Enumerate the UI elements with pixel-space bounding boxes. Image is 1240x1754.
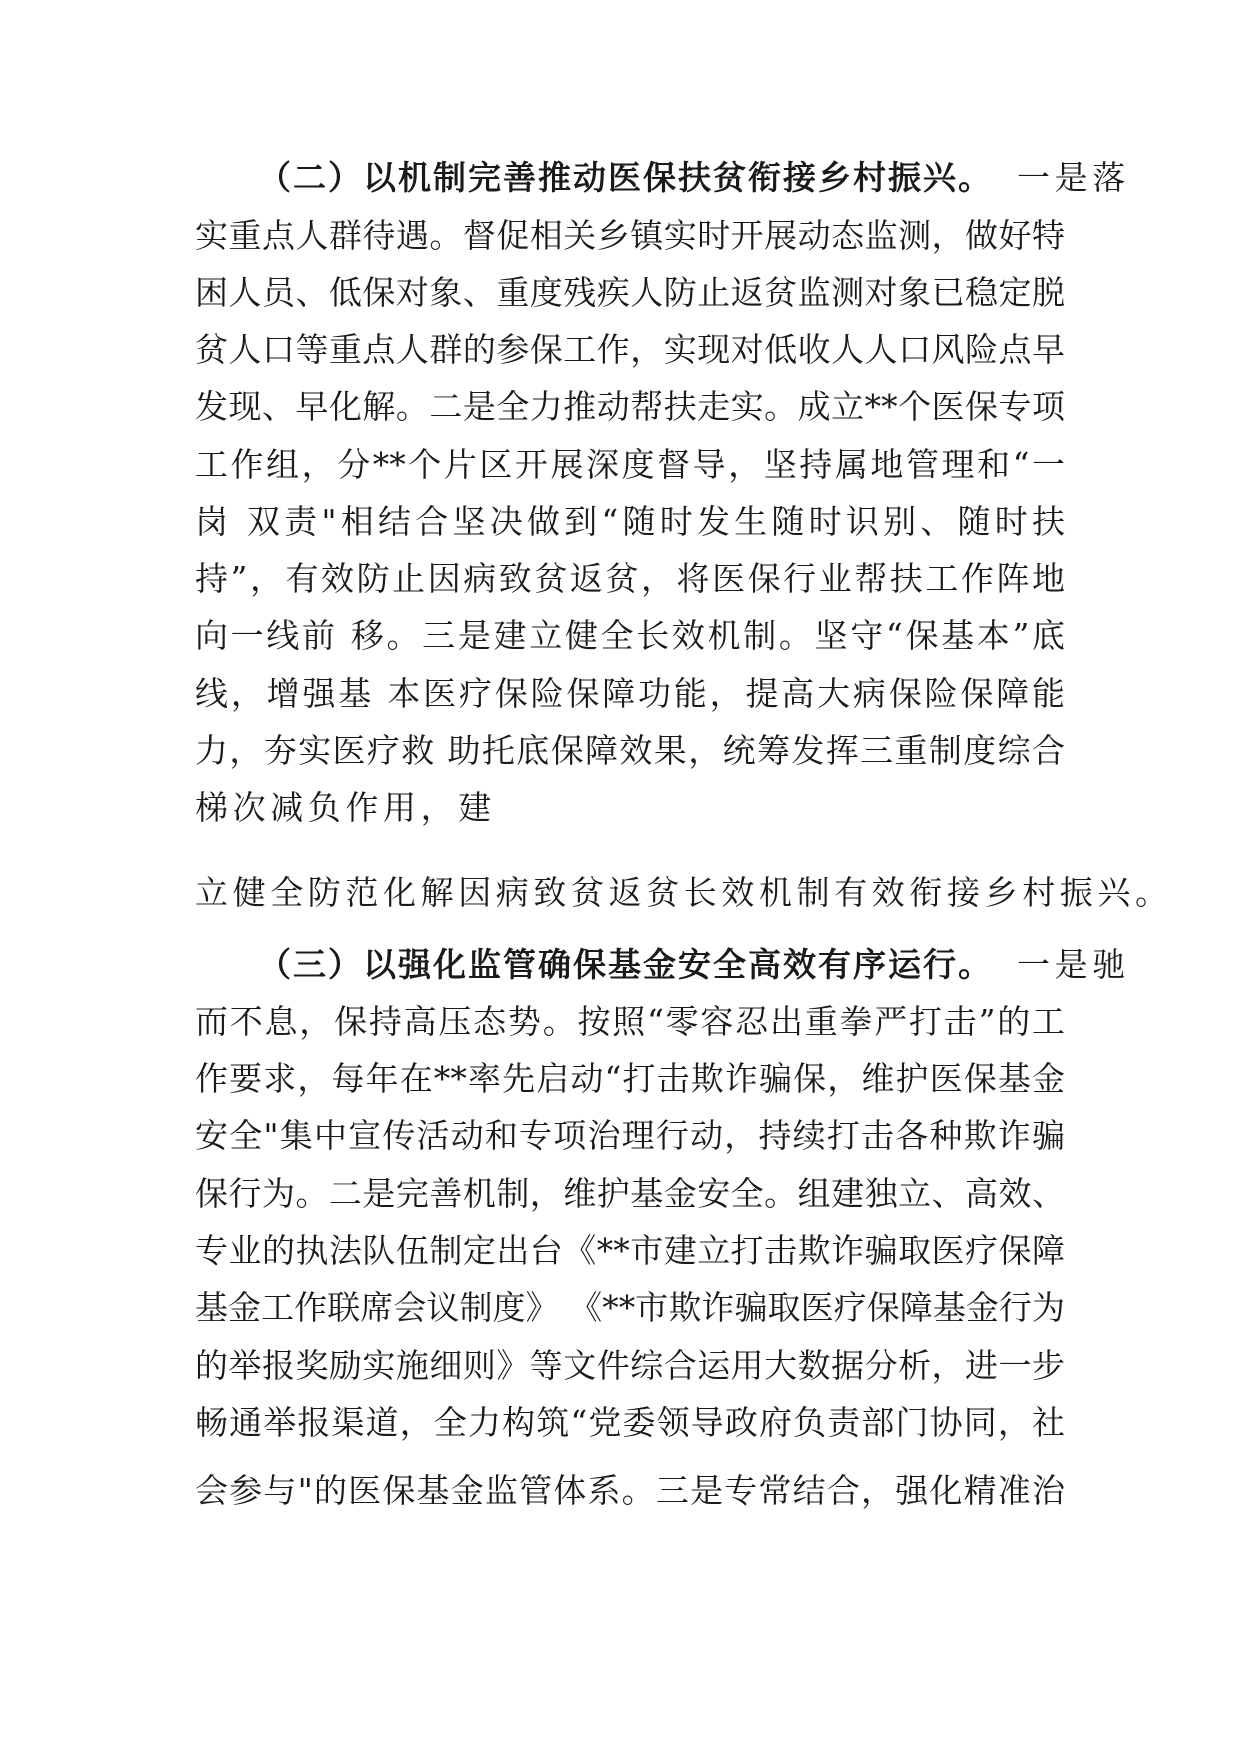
paragraph-line: 力，夯实医疗救 助托底保障效果，统筹发挥三重制度综合 [195, 731, 1065, 770]
paragraph-line: 立健全防范化解因病致贫返贫长效机制有效衔接乡村振兴。 [195, 873, 1173, 912]
section-2-first-line [258, 155, 1130, 201]
paragraph-line: 发现、早化解。二是全力推动帮扶走实。成立**个医保专项 [195, 387, 1065, 426]
paragraph-line: 实重点人群待遇。督促相关乡镇实时开展动态监测，做好特 [195, 216, 1065, 255]
paragraph-line: 专业的执法队伍制定出台《**市建立打击欺诈骗取医疗保障 [195, 1231, 1065, 1270]
section-3-first-line [258, 942, 1130, 988]
paragraph-line: 持”，有效防止因病致贫返贫，将医保行业帮扶工作阵地 [195, 559, 1065, 598]
paragraph-line: 基金工作联席会议制度》 《**市欺诈骗取医疗保障基金行为 [195, 1288, 1065, 1327]
paragraph-line: 线，增强基 本医疗保险保障功能，提高大病保险保障能 [195, 674, 1065, 713]
paragraph-line: 安全"集中宣传活动和专项治理行动，持续打击各种欺诈骗 [195, 1116, 1065, 1155]
section-3-heading: （三）以强化监管确保基金安全高效有序运行。 [258, 945, 993, 984]
paragraph-line: 畅通举报渠道，全力构筑“党委领导政府负责部门协同，社 [195, 1403, 1065, 1442]
paragraph-line: 保行为。二是完善机制，维护基金安全。组建独立、高效、 [195, 1174, 1065, 1213]
paragraph-line: 梯次减负作用，建 [195, 788, 496, 827]
section-2-heading: （二）以机制完善推动医保扶贫衔接乡村振兴。 [258, 158, 993, 197]
paragraph-line: 的举报奖励实施细则》等文件综合运用大数据分析，进一步 [195, 1346, 1065, 1385]
paragraph-line: 困人员、低保对象、重度残疾人防止返贫监测对象已稳定脱 [195, 273, 1065, 312]
paragraph-line: 工作组，分**个片区开展深度督导，坚持属地管理和“一 [195, 445, 1065, 484]
paragraph-line: 会参与"的医保基金监管体系。三是专常结合，强化精准治 [195, 1471, 1065, 1510]
paragraph-line: 岗 双责"相结合坚决做到“随时发生随时识别、随时扶 [195, 502, 1065, 541]
paragraph-line: 贫人口等重点人群的参保工作，实现对低收人人口风险点早 [195, 330, 1065, 369]
paragraph-line: 作要求，每年在**率先启动“打击欺诈骗保，维护医保基金 [195, 1059, 1065, 1098]
paragraph-line: 向一线前 移。三是建立健全长效机制。坚守“保基本”底 [195, 616, 1065, 655]
paragraph-text: 一是落 [1017, 158, 1130, 197]
paragraph-line: 而不息，保持高压态势。按照“零容忍出重拳严打击”的工 [195, 1002, 1065, 1041]
paragraph-text: 一是驰 [1017, 945, 1130, 984]
